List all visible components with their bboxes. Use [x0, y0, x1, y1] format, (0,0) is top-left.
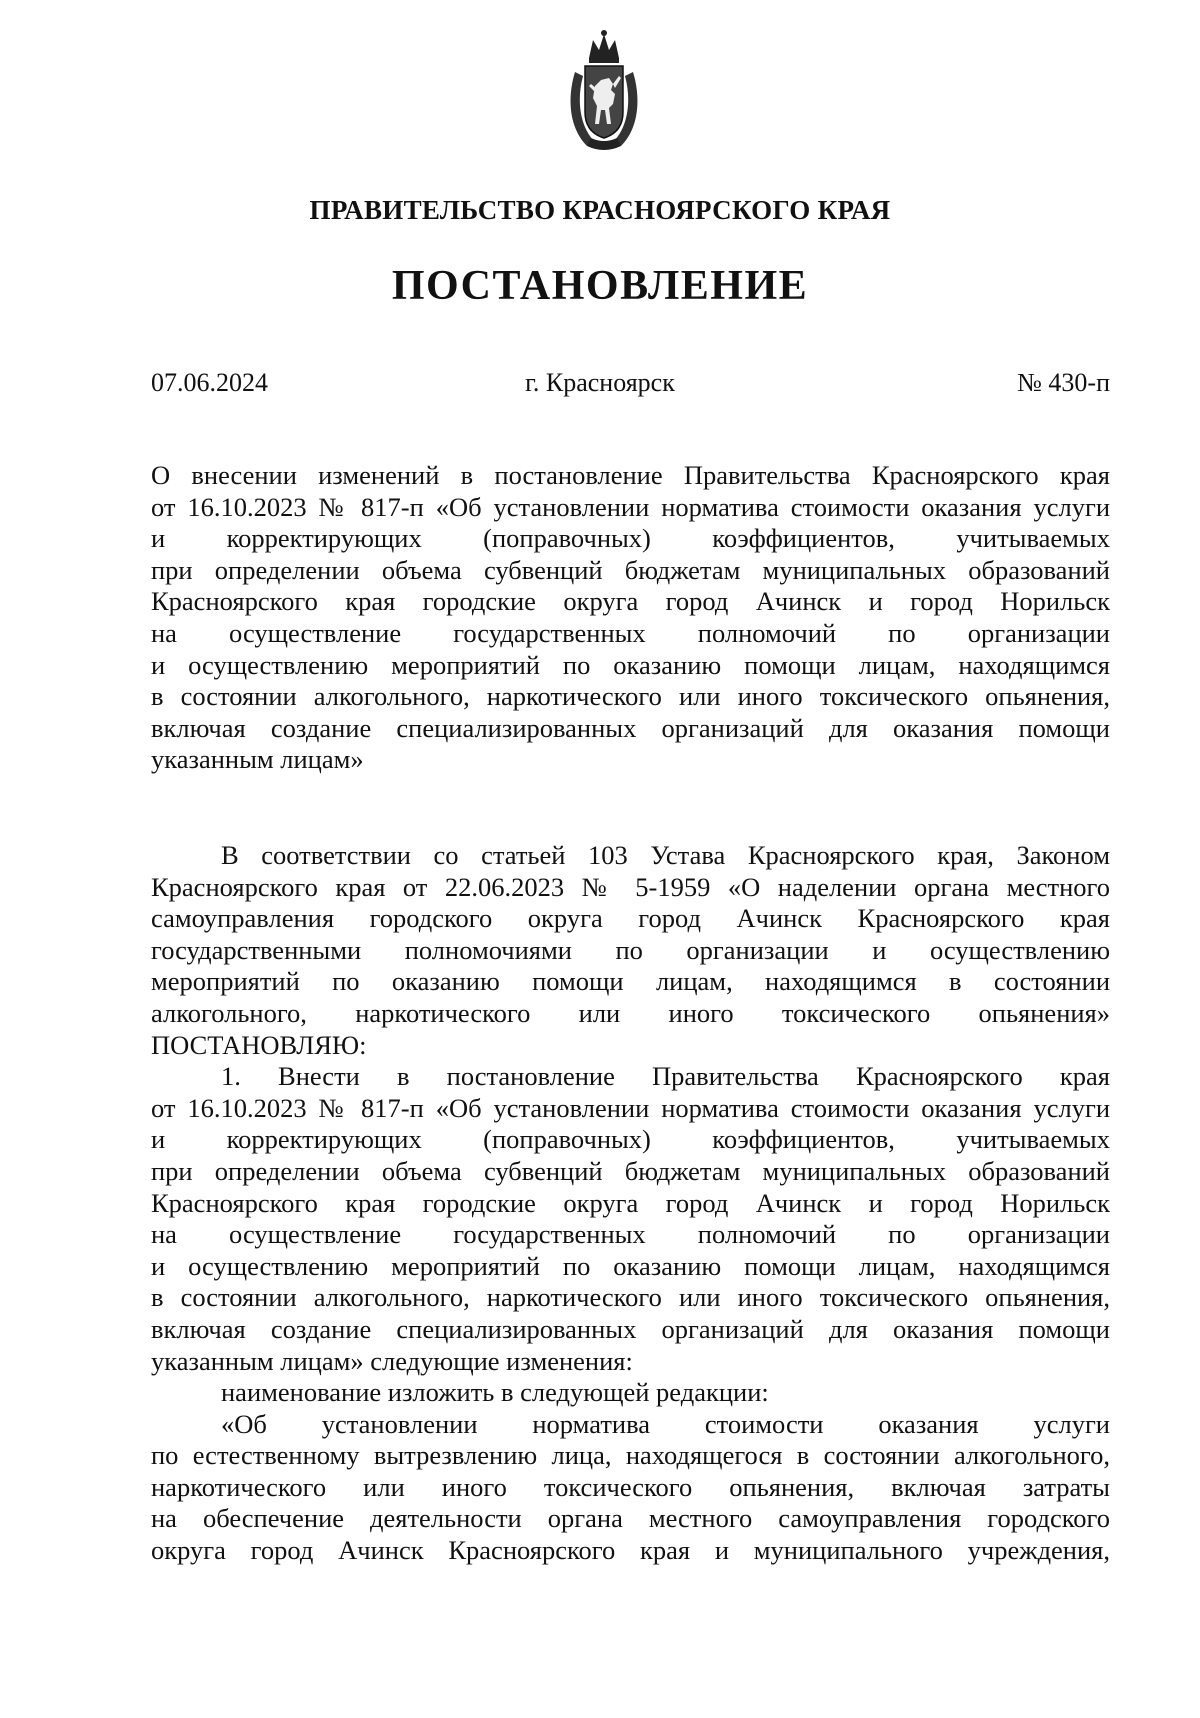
body-line: на осуществление государственных полномочий по организации [151, 1219, 1110, 1250]
title-line: от 16.10.2023 № 817-п «Об установлении норматива стоимости оказания услуги [151, 491, 1110, 522]
title-line: указанным лицам» [151, 744, 364, 775]
body-line: Красноярского края от 22.06.2023 № 5-1959 «О наделении органа местного [151, 871, 1110, 902]
body-line: указанным лицам» следующие изменения: [151, 1345, 633, 1376]
document-city: г. Красноярск [525, 368, 675, 397]
organization-name: ПРАВИТЕЛЬСТВО КРАСНОЯРСКОГО КРАЯ [309, 195, 891, 225]
title-line: в состоянии алкогольного, наркотического или иного токсического опьянения, [151, 681, 1110, 712]
title-line: О внесении изменений в постановление Правительства Красноярского края [151, 460, 1110, 490]
title-line: при определении объема субвенций бюджетам муниципальных образований [151, 554, 1110, 585]
body-line: и осуществлению мероприятий по оказанию помощи лицам, находящимся [151, 1250, 1110, 1281]
body-line: наркотического или иного токсического опьянения, включая затраты [151, 1471, 1110, 1502]
title-line: включая создание специализированных организаций для оказания помощи [151, 712, 1110, 743]
document-body [151, 840, 1110, 1567]
body-line: по естественному вытрезвлению лица, находящегося в состоянии алкогольного, [151, 1440, 1110, 1471]
body-line: самоуправления городского округа город Ачинск Красноярского края [151, 903, 1110, 934]
body-line: включая создание специализированных организаций для оказания помощи [151, 1313, 1110, 1344]
title-line: и осуществлению мероприятий по оказанию помощи лицам, находящимся [151, 649, 1110, 680]
body-line: 1. Внести в постановление Правительства Красноярского края [221, 1061, 1110, 1092]
body-line: на обеспечение деятельности органа местного самоуправления городского [151, 1503, 1110, 1534]
body-line: наименование изложить в следующей редакции: [221, 1377, 769, 1408]
body-line: мероприятий по оказанию помощи лицам, находящимся в состоянии [151, 966, 1110, 997]
body-line: ПОСТАНОВЛЯЮ: [151, 1029, 367, 1060]
title-line: на осуществление государственных полномочий по организации [151, 617, 1110, 648]
body-line: В соответствии со статьей 103 Устава Красноярского края, Законом [221, 840, 1110, 870]
coat-of-arms-icon [565, 28, 643, 154]
title-line: Красноярского края городские округа город Ачинск и город Норильск [151, 586, 1110, 617]
document-number: № 430-п [1017, 368, 1110, 397]
document-date: 07.06.2024 [151, 368, 268, 397]
body-line: при определении объема субвенций бюджетам муниципальных образований [151, 1155, 1110, 1186]
body-line: в состоянии алкогольного, наркотического или иного токсического опьянения, [151, 1282, 1110, 1313]
document-type: ПОСТАНОВЛЕНИЕ [391, 263, 809, 309]
body-line: «Об установлении норматива стоимости оказания услуги [221, 1408, 1110, 1439]
title-line: и корректирующих (поправочных) коэффициентов, учитываемых [151, 523, 1110, 554]
body-line: от 16.10.2023 № 817-п «Об установлении норматива стоимости оказания услуги [151, 1092, 1110, 1123]
body-line: и корректирующих (поправочных) коэффициентов, учитываемых [151, 1124, 1110, 1155]
body-line: Красноярского края городские округа город Ачинск и город Норильск [151, 1187, 1110, 1218]
document-title [151, 460, 1110, 776]
body-line: алкогольного, наркотического или иного токсического опьянения» [151, 997, 1110, 1028]
body-line: государственными полномочиями по организации и осуществлению [151, 934, 1110, 965]
body-line: округа город Ачинск Красноярского края и муниципального учреждения, [151, 1535, 1110, 1566]
